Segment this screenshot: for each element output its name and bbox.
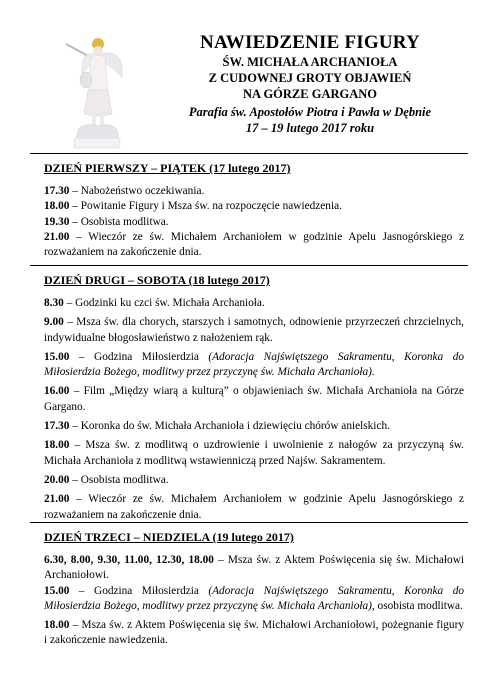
- schedule-entry: 8.30 – Godzinki ku czci św. Michała Archanioła.: [44, 297, 265, 309]
- archangel-michael-statue-image: [62, 34, 132, 152]
- day-2-section: [44, 272, 464, 523]
- title-block: [150, 32, 470, 136]
- divider: [30, 265, 468, 266]
- main-title: NAWIEDZENIE FIGURY: [200, 32, 420, 53]
- day-3-section: [44, 529, 464, 649]
- event-dates: 17 – 19 lutego 2017 roku: [245, 121, 375, 135]
- schedule-entry: 18.00 – Powitanie Figury i Msza św. na rozpoczęcie nawiedzenia.: [44, 200, 342, 213]
- schedule-entry: 17.30 – Koronka do św. Michała Archanioła i dziewięciu chórów anielskich.: [44, 420, 390, 433]
- schedule-entry: 15.00 – Godzina Miłosierdzia (Adoracja Najświętszego Sakramentu, Koronka do Miłosierdzia Bożego, modlitwy przez przyczynę św. Michała Archanioła), osobista modlitwa.: [44, 584, 464, 612]
- divider: [30, 522, 468, 523]
- schedule-entry: 20.00 – Osobista modlitwa.: [44, 473, 169, 486]
- title-line-2: ŚW. MICHAŁA ARCHANIOŁA: [222, 55, 398, 69]
- day-2-title: DZIEŃ DRUGI – SOBOTA (18 lutego 2017): [44, 273, 270, 287]
- schedule-entry: 9.00 – Msza św. dla chorych, starszych i samotnych, odnowienie przyrzeczeń chrzcielnych, indywidualne błogosławieństwo z nałożeniem rąk.: [44, 316, 464, 344]
- schedule-entry: 17.30 – Nabożeństwo oczekiwania.: [44, 185, 205, 197]
- divider: [30, 153, 468, 154]
- schedule-entry: 6.30, 8.00, 9.30, 11.00, 12.30, 18.00 – Msza św. z Aktem Poświęcenia się św. Michałowi Archaniołowi.: [44, 554, 464, 582]
- day-3-title: DZIEŃ TRZECI – NIEDZIELA (19 lutego 2017): [44, 530, 294, 544]
- schedule-entry: 16.00 – Film „Między wiarą a kulturą” o objawieniach św. Michała Archanioła na Górze Gargano.: [44, 385, 464, 413]
- schedule-entry: 15.00 – Godzina Miłosierdzia (Adoracja Najświętszego Sakramentu, Koronka do Miłosierdzia Bożego, modlitwy przez przyczynę św. Michała Archanioła).: [44, 350, 464, 379]
- parish-name: Parafia św. Apostołów Piotra i Pawła w Dębnie: [188, 105, 432, 119]
- day-1-title: DZIEŃ PIERWSZY – PIĄTEK (17 lutego 2017): [44, 161, 291, 175]
- day-1-section: [44, 160, 464, 260]
- schedule-entry: 18.00 – Msza św. z modlitwą o uzdrowienie i uwolnienie z nałogów za przyczyną św. Michała Archanioła z modlitwą wstawienniczą przed Najśw. Sakramentem.: [44, 439, 464, 467]
- title-line-4: NA GÓRZE GARGANO: [242, 87, 378, 101]
- title-line-3: Z CUDOWNEJ GROTY OBJAWIEŃ: [208, 71, 412, 85]
- schedule-entry: 21.00 – Wieczór ze św. Michałem Archaniołem w godzinie Apelu Jasnogórskiego z rozważaniem na zakończenie dnia.: [44, 230, 464, 259]
- schedule-entry: 19.30 – Osobista modlitwa.: [44, 215, 169, 228]
- header: [0, 0, 493, 152]
- schedule-entry: 21.00 – Wieczór ze św. Michałem Archaniołem w godzinie Apelu Jasnogórskiego z rozważaniem na zakończenie dnia.: [44, 493, 464, 521]
- schedule-entry: 18.00 – Msza św. z Aktem Poświęcenia się św. Michałowi Archaniołowi, pożegnanie figury i zakończenie nawiedzenia.: [44, 619, 464, 647]
